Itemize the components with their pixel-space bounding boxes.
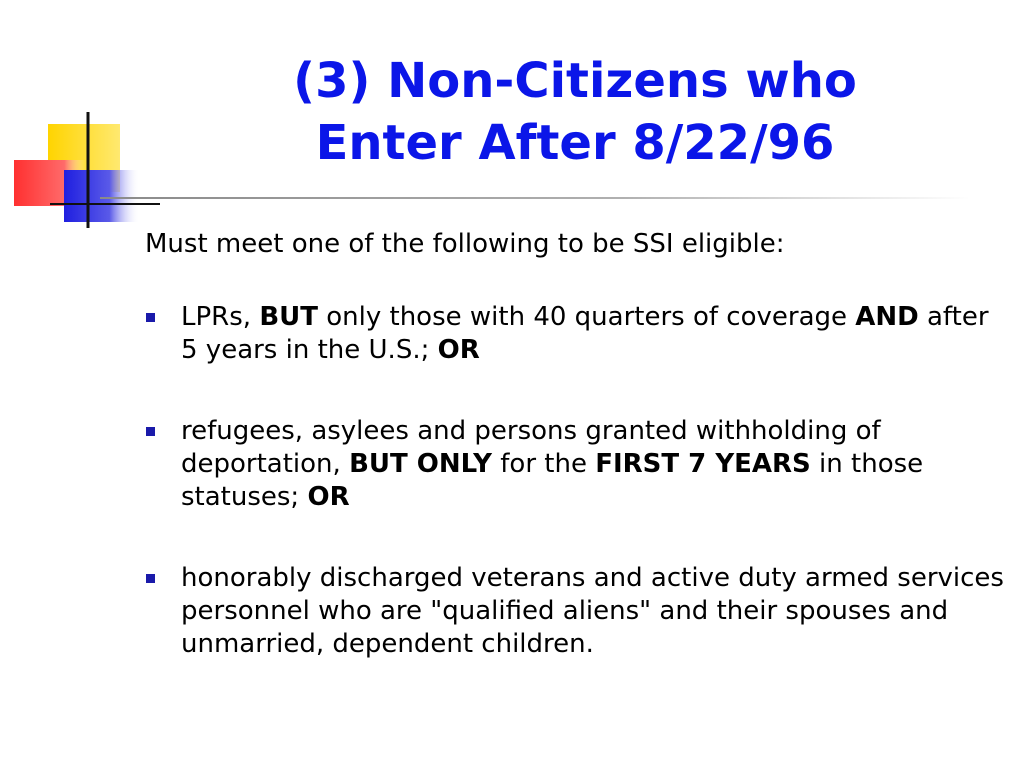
- square-bullet-icon: [146, 574, 155, 583]
- bullet-emphasis: BUT: [259, 302, 318, 332]
- bullet-emphasis: OR: [437, 335, 480, 365]
- intro-text: Must meet one of the following to be SSI eligible:: [145, 229, 785, 259]
- slide-title-line-2: Enter After 8/22/96: [315, 115, 835, 171]
- slide-body: [145, 228, 1005, 709]
- bullet-text: LPRs,: [181, 302, 260, 332]
- slide-title: [160, 50, 990, 174]
- title-divider: [100, 197, 970, 199]
- bullet-text: honorably discharged veterans and active duty armed services personnel who are "qualified aliens" and their spouses and unmarried, dependent children.: [181, 563, 1004, 659]
- bullet-text: in those statuses;: [181, 449, 924, 512]
- bullet-emphasis: FIRST 7 YEARS: [595, 449, 811, 479]
- bullet-text: only those with 40 quarters of coverage: [317, 302, 856, 332]
- slide-logo-icon: [0, 0, 160, 240]
- bullet-item: [145, 415, 1005, 514]
- logo-blue-square: [64, 170, 140, 222]
- bullet-text: for the: [492, 449, 596, 479]
- square-bullet-icon: [146, 313, 155, 322]
- slide-title-line-1: (3) Non-Citizens who: [293, 53, 857, 109]
- bullet-emphasis: BUT ONLY: [349, 449, 492, 479]
- bullet-item: [145, 301, 1005, 367]
- bullet-text: refugees, asylees and persons granted withholding of deportation,: [181, 416, 881, 479]
- bullet-emphasis: OR: [307, 482, 350, 512]
- bullet-emphasis: AND: [855, 302, 919, 332]
- square-bullet-icon: [146, 427, 155, 436]
- bullet-text: after 5 years in the U.S.;: [181, 302, 989, 365]
- bullet-list: [145, 301, 1005, 661]
- bullet-item: [145, 562, 1005, 661]
